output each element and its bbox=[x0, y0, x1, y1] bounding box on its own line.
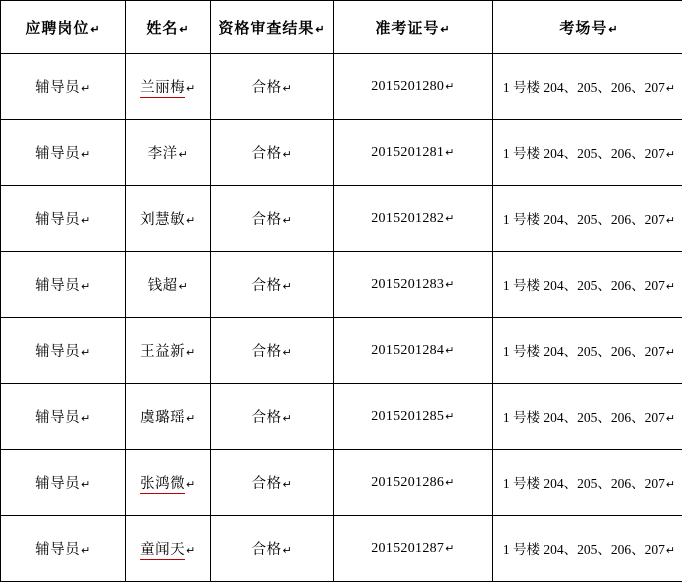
paragraph-mark-icon: ↵ bbox=[81, 479, 91, 491]
paragraph-mark-icon: ↵ bbox=[283, 347, 293, 359]
paragraph-mark-icon: ↵ bbox=[179, 24, 189, 36]
cell-ticket-text: 2015201284 bbox=[371, 343, 444, 358]
paragraph-mark-icon: ↵ bbox=[445, 147, 455, 159]
cell-room-text: 1 号楼 204、205、206、207 bbox=[503, 410, 665, 425]
cell-ticket-text: 2015201281 bbox=[371, 145, 444, 160]
cell-post-text: 辅导员 bbox=[35, 476, 80, 492]
cell-post bbox=[1, 384, 126, 450]
cell-ticket bbox=[334, 384, 493, 450]
paragraph-mark-icon: ↵ bbox=[186, 413, 196, 425]
cell-ticket-text: 2015201286 bbox=[371, 475, 444, 490]
column-header-ticket bbox=[334, 1, 493, 54]
paragraph-mark-icon: ↵ bbox=[283, 479, 293, 491]
cell-room bbox=[493, 450, 682, 516]
cell-ticket bbox=[334, 54, 493, 120]
table-body bbox=[1, 54, 682, 582]
paragraph-mark-icon: ↵ bbox=[186, 347, 196, 359]
cell-room bbox=[493, 120, 682, 186]
column-header-ticket-label: 准考证号 bbox=[375, 21, 439, 37]
cell-post bbox=[1, 318, 126, 384]
paragraph-mark-icon: ↵ bbox=[666, 479, 675, 491]
cell-ticket bbox=[334, 252, 493, 318]
paragraph-mark-icon: ↵ bbox=[666, 413, 675, 425]
paragraph-mark-icon: ↵ bbox=[666, 83, 675, 95]
paragraph-mark-icon: ↵ bbox=[186, 83, 196, 95]
paragraph-mark-icon: ↵ bbox=[445, 477, 455, 489]
cell-result bbox=[211, 120, 334, 186]
cell-name-text: 张鸿微 bbox=[140, 476, 185, 494]
cell-name bbox=[126, 120, 211, 186]
cell-result-text: 合格 bbox=[252, 542, 282, 558]
paragraph-mark-icon: ↵ bbox=[90, 24, 100, 36]
table-row bbox=[1, 120, 682, 186]
paragraph-mark-icon: ↵ bbox=[315, 24, 325, 36]
paragraph-mark-icon: ↵ bbox=[283, 83, 293, 95]
paragraph-mark-icon: ↵ bbox=[283, 545, 293, 557]
cell-ticket-text: 2015201282 bbox=[371, 211, 444, 226]
cell-room bbox=[493, 318, 682, 384]
cell-post bbox=[1, 120, 126, 186]
cell-result-text: 合格 bbox=[252, 146, 282, 162]
cell-name-text: 钱超 bbox=[148, 278, 178, 294]
paragraph-mark-icon: ↵ bbox=[81, 83, 91, 95]
table-header bbox=[1, 1, 682, 54]
paragraph-mark-icon: ↵ bbox=[445, 81, 455, 93]
paragraph-mark-icon: ↵ bbox=[179, 281, 189, 293]
cell-ticket-text: 2015201287 bbox=[371, 541, 444, 556]
cell-post-text: 辅导员 bbox=[35, 542, 80, 558]
cell-post-text: 辅导员 bbox=[35, 80, 80, 96]
cell-room-text: 1 号楼 204、205、206、207 bbox=[503, 542, 665, 557]
column-header-post-label: 应聘岗位 bbox=[25, 21, 89, 37]
cell-name bbox=[126, 516, 211, 582]
paragraph-mark-icon: ↵ bbox=[283, 215, 293, 227]
table-header-row bbox=[1, 1, 682, 54]
paragraph-mark-icon: ↵ bbox=[81, 281, 91, 293]
cell-name-text: 兰丽梅 bbox=[140, 80, 185, 98]
column-header-post bbox=[1, 1, 126, 54]
cell-name bbox=[126, 186, 211, 252]
column-header-room bbox=[493, 1, 682, 54]
paragraph-mark-icon: ↵ bbox=[179, 149, 189, 161]
paragraph-mark-icon: ↵ bbox=[81, 149, 91, 161]
paragraph-mark-icon: ↵ bbox=[666, 149, 675, 161]
paragraph-mark-icon: ↵ bbox=[666, 347, 675, 359]
paragraph-mark-icon: ↵ bbox=[283, 281, 293, 293]
paragraph-mark-icon: ↵ bbox=[186, 215, 196, 227]
cell-room-text: 1 号楼 204、205、206、207 bbox=[503, 476, 665, 491]
cell-room bbox=[493, 516, 682, 582]
table-row bbox=[1, 450, 682, 516]
cell-room-text: 1 号楼 204、205、206、207 bbox=[503, 146, 665, 161]
cell-name bbox=[126, 384, 211, 450]
cell-result-text: 合格 bbox=[252, 476, 282, 492]
table-row bbox=[1, 516, 682, 582]
cell-post bbox=[1, 252, 126, 318]
cell-room bbox=[493, 252, 682, 318]
cell-post-text: 辅导员 bbox=[35, 278, 80, 294]
paragraph-mark-icon: ↵ bbox=[186, 545, 196, 557]
cell-result bbox=[211, 54, 334, 120]
cell-result-text: 合格 bbox=[252, 80, 282, 96]
cell-room-text: 1 号楼 204、205、206、207 bbox=[503, 344, 665, 359]
cell-room-text: 1 号楼 204、205、206、207 bbox=[503, 278, 665, 293]
paragraph-mark-icon: ↵ bbox=[445, 213, 455, 225]
cell-post-text: 辅导员 bbox=[35, 146, 80, 162]
table-row bbox=[1, 318, 682, 384]
cell-result-text: 合格 bbox=[252, 410, 282, 426]
cell-result bbox=[211, 318, 334, 384]
paragraph-mark-icon: ↵ bbox=[81, 347, 91, 359]
cell-post bbox=[1, 54, 126, 120]
cell-result bbox=[211, 186, 334, 252]
paragraph-mark-icon: ↵ bbox=[445, 411, 455, 423]
column-header-name bbox=[126, 1, 211, 54]
column-header-name-label: 姓名 bbox=[146, 21, 178, 37]
cell-room bbox=[493, 186, 682, 252]
cell-post bbox=[1, 450, 126, 516]
cell-post-text: 辅导员 bbox=[35, 344, 80, 360]
cell-post bbox=[1, 516, 126, 582]
column-header-result-label: 资格审查结果 bbox=[218, 21, 314, 37]
paragraph-mark-icon: ↵ bbox=[81, 413, 91, 425]
cell-ticket bbox=[334, 186, 493, 252]
cell-room-text: 1 号楼 204、205、206、207 bbox=[503, 80, 665, 95]
cell-ticket bbox=[334, 120, 493, 186]
cell-result bbox=[211, 252, 334, 318]
cell-result bbox=[211, 450, 334, 516]
paragraph-mark-icon: ↵ bbox=[666, 281, 675, 293]
paragraph-mark-icon: ↵ bbox=[440, 24, 450, 36]
cell-result-text: 合格 bbox=[252, 278, 282, 294]
cell-result-text: 合格 bbox=[252, 212, 282, 228]
cell-ticket bbox=[334, 450, 493, 516]
paragraph-mark-icon: ↵ bbox=[608, 24, 618, 36]
cell-name-text: 王益新 bbox=[140, 344, 185, 360]
cell-name-text: 李洋 bbox=[148, 146, 178, 162]
cell-ticket-text: 2015201280 bbox=[371, 79, 444, 94]
paragraph-mark-icon: ↵ bbox=[186, 479, 196, 491]
cell-name-text: 刘慧敏 bbox=[140, 212, 185, 228]
paragraph-mark-icon: ↵ bbox=[81, 215, 91, 227]
cell-post-text: 辅导员 bbox=[35, 212, 80, 228]
cell-ticket-text: 2015201285 bbox=[371, 409, 444, 424]
cell-ticket bbox=[334, 318, 493, 384]
paragraph-mark-icon: ↵ bbox=[283, 413, 293, 425]
column-header-room-label: 考场号 bbox=[559, 21, 607, 37]
paragraph-mark-icon: ↵ bbox=[666, 215, 675, 227]
paragraph-mark-icon: ↵ bbox=[445, 345, 455, 357]
cell-room bbox=[493, 54, 682, 120]
cell-ticket bbox=[334, 516, 493, 582]
cell-name-text: 童闻天 bbox=[140, 542, 185, 560]
table-row bbox=[1, 252, 682, 318]
table-row bbox=[1, 384, 682, 450]
column-header-result bbox=[211, 1, 334, 54]
cell-name bbox=[126, 318, 211, 384]
paragraph-mark-icon: ↵ bbox=[283, 149, 293, 161]
table-row bbox=[1, 186, 682, 252]
paragraph-mark-icon: ↵ bbox=[445, 279, 455, 291]
paragraph-mark-icon: ↵ bbox=[445, 543, 455, 555]
cell-post bbox=[1, 186, 126, 252]
cell-ticket-text: 2015201283 bbox=[371, 277, 444, 292]
cell-post-text: 辅导员 bbox=[35, 410, 80, 426]
paragraph-mark-icon: ↵ bbox=[666, 545, 675, 557]
cell-name bbox=[126, 450, 211, 516]
cell-room-text: 1 号楼 204、205、206、207 bbox=[503, 212, 665, 227]
cell-result-text: 合格 bbox=[252, 344, 282, 360]
cell-name bbox=[126, 54, 211, 120]
cell-room bbox=[493, 384, 682, 450]
cell-name bbox=[126, 252, 211, 318]
cell-name-text: 虞璐瑶 bbox=[140, 410, 185, 426]
cell-result bbox=[211, 384, 334, 450]
cell-result bbox=[211, 516, 334, 582]
table-row bbox=[1, 54, 682, 120]
paragraph-mark-icon: ↵ bbox=[81, 545, 91, 557]
